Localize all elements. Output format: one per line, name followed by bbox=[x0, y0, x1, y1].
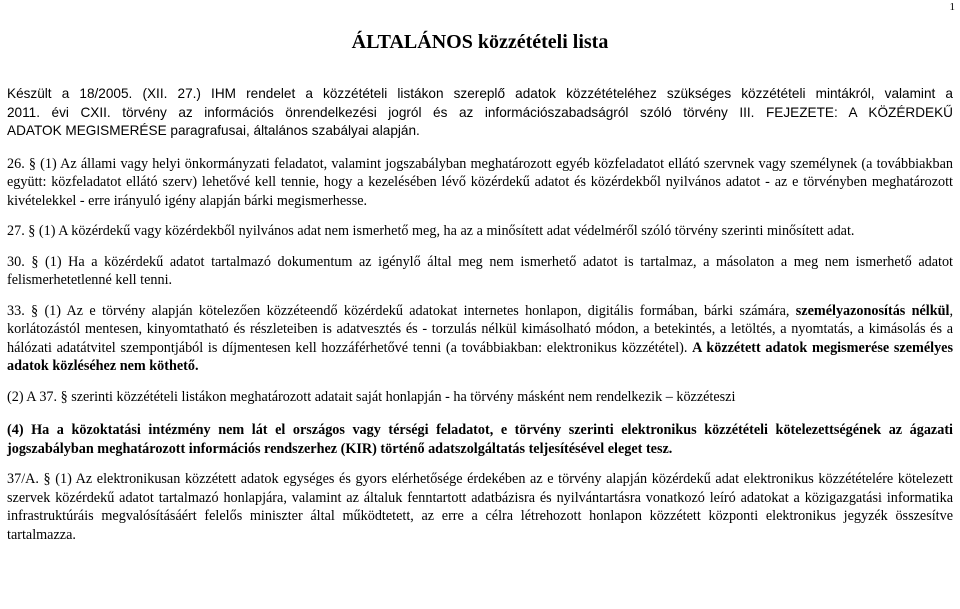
paragraph-2-37: (2) A 37. § szerinti közzétételi listákon meghatározott adatait saját honlapján - ha törvény másként nem rendelkezik – közzéteszi bbox=[7, 388, 736, 405]
paragraph-33-part-1: 33. § (1) Az e törvény alapján kötelezően közzéteendő közérdekű adatokat internetes honlapon, digitális formában, bárki számára, bbox=[7, 302, 796, 319]
intro-line-2: 2011. évi CXII. törvény az információs önrendelkezési jogról és az információszabadságról szóló törvény III. FEJEZETE: A KÖZÉRDEKŰ bbox=[7, 104, 953, 120]
page-number: 1 bbox=[949, 1, 955, 13]
intro-line-1: Készült a 18/2005. (XII. 27.) IHM rendelet a közzétételi listákon szereplő adatok közzétételéhez szükséges közzétételi mintákról, valamint a bbox=[7, 86, 953, 101]
intro-paragraph bbox=[7, 85, 953, 141]
document-page bbox=[7, 0, 953, 609]
intro-line-3: ADATOK MEGISMERÉSE paragrafusai, általános szabályai alapján. bbox=[7, 123, 420, 138]
paragraph-4-bold: (4) Ha a közoktatási intézmény nem lát el országos vagy térségi feladatot, e törvény szerinti elektronikus közzétételi kötelezettségének az ágazati jogszabályban meghatározott információs rendszerhez (KIR) történő adatszolgáltatás teljesítésével eleget tesz. bbox=[7, 422, 953, 457]
paragraph-4 bbox=[7, 421, 953, 458]
paragraph-30: 30. § (1) Ha a közérdekű adatot tartalmazó dokumentum az igénylő által meg nem ismerhető adatot is tartalmaz, a másolaton a meg nem ismerhető adatot felismerhetetlenné kell tenni. bbox=[7, 253, 953, 288]
document-title: ÁLTALÁNOS közzétételi lista bbox=[351, 31, 609, 53]
paragraph-33-bold-1: személyazonosítás nélkül bbox=[795, 302, 950, 319]
document-body bbox=[7, 85, 953, 544]
paragraph-27: 27. § (1) A közérdekű vagy közérdekből nyilvános adat nem ismerhető meg, ha az a minősített adat védelméről szóló törvény szerinti minősített adat. bbox=[7, 223, 855, 239]
paragraph-37a: 37/A. § (1) Az elektronikusan közzétett adatok egységes és gyors elérhetősége érdekében az e törvény alapján közérdekű adat elektronikus közzétételére kötelezett szervek közérdekű adatot tartalmazó honlapjára, valamint az általuk fenntartott adatbázisra és nyilvántartásra vonatkozó leíró adatokat a közigazgatási informatika infrastruktúráis megvalósításáért felelős miniszter által működtetett, az erre a célra létrehozott honlapon közzétett központi elektronikus jegyzék összesítve tartalmazza. bbox=[7, 471, 953, 543]
paragraph-26: 26. § (1) Az állami vagy helyi önkormányzati feladatot, valamint jogszabályban meghatározott egyéb közfeladatot ellátó szervnek vagy személynek (a továbbiakban együtt: közfeladatot ellátó szerv) lehetővé kell tennie, hogy a kezelésében lévő közérdekű adatot és közérdekből nyilvános adatot - az e törvényben meghatározott kivételekkel - erre irányuló igény alapján bárki megismerhesse. bbox=[7, 155, 953, 209]
paragraph-33-bold-2: A közzétett adatok megismerése személyes adatok közléséhez nem köthető. bbox=[7, 339, 953, 374]
paragraph-33 bbox=[7, 302, 953, 376]
paragraph-33-part-2: , korlátozástól mentesen, kinyomtatható és részleteiben is adatvesztés és - torzulás nélkül kimásolható módon, a betekintés, a letöltés, a nyomtatás, a kimásolás és a hálózati adatátvitel szempontjából is díjmentesen kell hozzáférhetővé tenni (a továbbiakban: elektronikus közzététel). bbox=[7, 302, 954, 356]
